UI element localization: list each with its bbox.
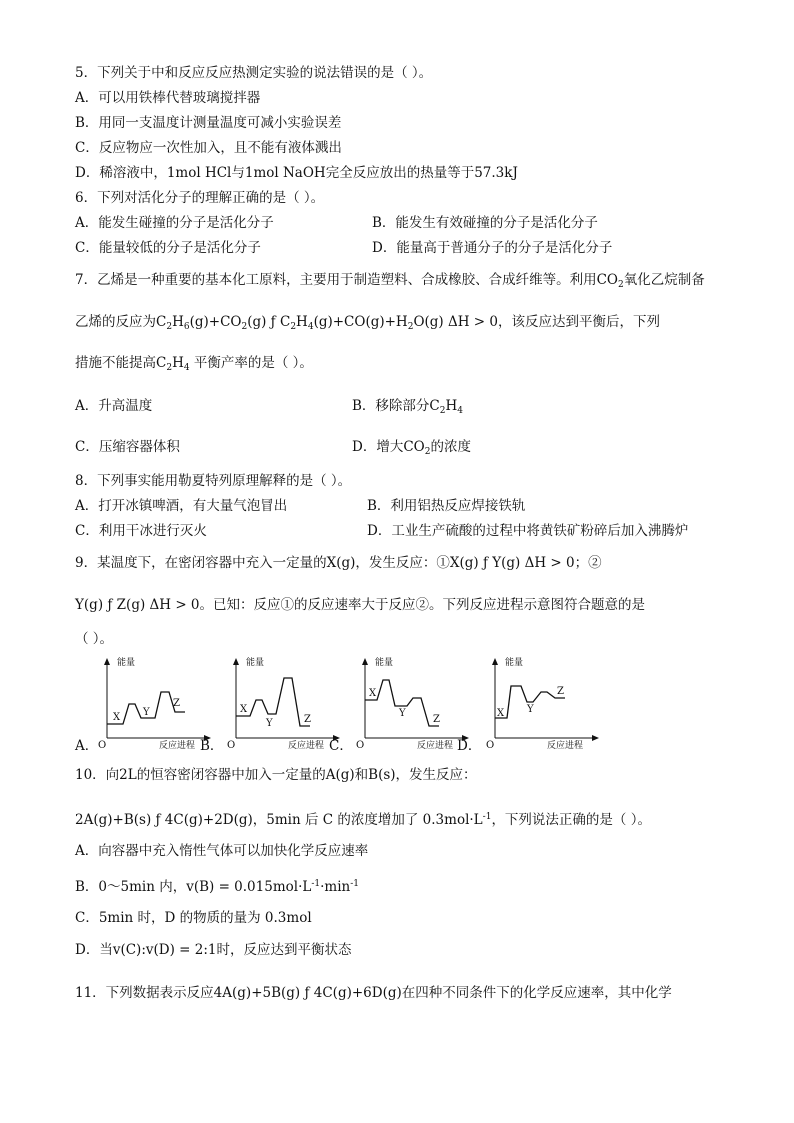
q5-option-c: C．反应物应一次性加入，且不能有液体溅出: [75, 140, 342, 156]
origin-label: O: [98, 740, 107, 750]
q11-line-1: 11．下列数据表示反应4A(g)+5B(g) ƒ 4C(g)+6D(g)在四种不同条件下的化学反应速率，其中化学: [75, 985, 672, 1001]
svg-text:反应进程: 反应进程: [288, 741, 325, 750]
svg-text:Y: Y: [266, 718, 273, 729]
q5-stem: 5．下列关于中和反应反应热测定实验的说法错误的是（ ）。: [75, 65, 433, 81]
q8-option-d: D．工业生产硫酸的过程中将黄铁矿粉碎后加入沸腾炉: [367, 523, 689, 539]
x-axis-label: 反应进程: [159, 741, 196, 750]
q7-line-2: 乙烯的反应为$C_2H_6(g)+CO_2(g)$ ƒ $C_2H_4(g)+CO(g)+H_2O(g) \Delta H > 0$，该反应达到平衡后，下列: [75, 314, 660, 332]
svg-text:Z: Z: [557, 686, 564, 697]
svg-text:能量: 能量: [505, 658, 524, 668]
svg-text:O: O: [486, 740, 495, 750]
q8-option-b: B．利用铝热反应焊接铁轨: [367, 498, 526, 514]
svg-text:能量: 能量: [375, 658, 394, 668]
q9-option-b-label: B．: [200, 738, 224, 754]
q9-diagram-a: [95, 654, 215, 750]
svg-text:Y: Y: [143, 707, 150, 718]
q9-line-1: 9．某温度下，在密闭容器中充入一定量的X(g)，发生反应：①X(g) ƒ Y(g) ΔH > 0；②: [75, 555, 602, 571]
svg-text:X: X: [240, 704, 248, 715]
q5-option-d: D．稀溶液中，1mol HCl与1mol NaOH完全反应放出的热量等于57.3kJ: [75, 165, 518, 181]
q8-option-a: A．打开冰镇啤酒，有大量气泡冒出: [75, 498, 288, 514]
q5-option-b: B．用同一支温度计测量温度可减小实验误差: [75, 115, 342, 131]
svg-text:反应进程: 反应进程: [547, 741, 584, 750]
q10-option-b: B．0～5min 内，$v(B) = 0.015mol\cdot L^{-1}\cdot\min^{-1}$: [75, 879, 360, 895]
svg-text:X: X: [497, 708, 505, 719]
q7-option-c: C．压缩容器体积: [75, 439, 180, 455]
q9-diagram-d: [483, 654, 603, 750]
svg-text:Z: Z: [433, 714, 440, 725]
svg-text:反应进程: 反应进程: [417, 741, 454, 750]
q7-line-1: 7．乙烯是一种重要的基本化工原料，主要用于制造塑料、合成橡胶、合成纤维等。利用$CO_2$氧化乙烷制备: [75, 272, 705, 290]
q8-stem: 8．下列事实能用勒夏特列原理解释的是（ ）。: [75, 473, 352, 489]
q9-option-a-label: A．: [75, 738, 99, 754]
svg-text:X: X: [113, 712, 121, 723]
svg-text:能量: 能量: [246, 658, 265, 668]
q7-option-d: D．增大$CO_2$的浓度: [352, 439, 471, 457]
q7-option-a: A．升高温度: [75, 398, 153, 414]
q7-option-b: B．移除部分$C_2H_4$: [352, 398, 463, 416]
y-axis-label: 能量: [117, 658, 136, 668]
q9-option-d-label: D．: [457, 738, 482, 754]
svg-text:X: X: [369, 688, 377, 699]
q6-option-c: C．能量较低的分子是活化分子: [75, 240, 261, 256]
svg-text:O: O: [227, 740, 236, 750]
q10-line-1: 10．向2L的恒容密闭容器中加入一定量的A(g)和B(s)，发生反应：: [75, 767, 477, 783]
q9-diagram-c: [353, 654, 473, 750]
svg-text:O: O: [356, 740, 365, 750]
svg-text:Y: Y: [527, 704, 534, 715]
q7-line-3: 措施不能提高$C_2H_4$ 平衡产率的是（ ）。: [75, 355, 313, 373]
q9-line-3: （ ）。: [75, 631, 114, 647]
q6-option-d: D．能量高于普通分子的分子是活化分子: [372, 240, 613, 256]
q5-option-a: A．可以用铁棒代替玻璃搅拌器: [75, 90, 261, 106]
q10-option-d: D．当v(C):v(D) = 2:1时，反应达到平衡状态: [75, 942, 352, 958]
svg-text:Y: Y: [399, 708, 406, 719]
svg-text:Z: Z: [304, 714, 311, 725]
q6-stem: 6．下列对活化分子的理解正确的是（ ）。: [75, 190, 325, 206]
q6-option-a: A．能发生碰撞的分子是活化分子: [75, 215, 274, 231]
q9-diagram-b: [224, 654, 344, 750]
q10-line-2: 2A(g)+B(s) ƒ 4C(g)+2D(g)，5min 后 C 的浓度增加了 $0.3mol\cdot L^{-1}$，下列说法正确的是（ ）。: [75, 812, 651, 828]
q10-option-a: A．向容器中充入惰性气体可以加快化学反应速率: [75, 843, 369, 859]
q10-option-c: C．5min 时，D 的物质的量为 0.3mol: [75, 910, 312, 926]
svg-text:Z: Z: [173, 698, 180, 709]
q9-option-c-label: C．: [329, 738, 353, 754]
q9-line-2: Y(g) ƒ Z(g) ΔH > 0。已知：反应①的反应速率大于反应②。下列反应进程示意图符合题意的是: [75, 597, 646, 613]
q6-option-b: B．能发生有效碰撞的分子是活化分子: [372, 215, 598, 231]
q8-option-c: C．利用干冰进行灭火: [75, 523, 207, 539]
